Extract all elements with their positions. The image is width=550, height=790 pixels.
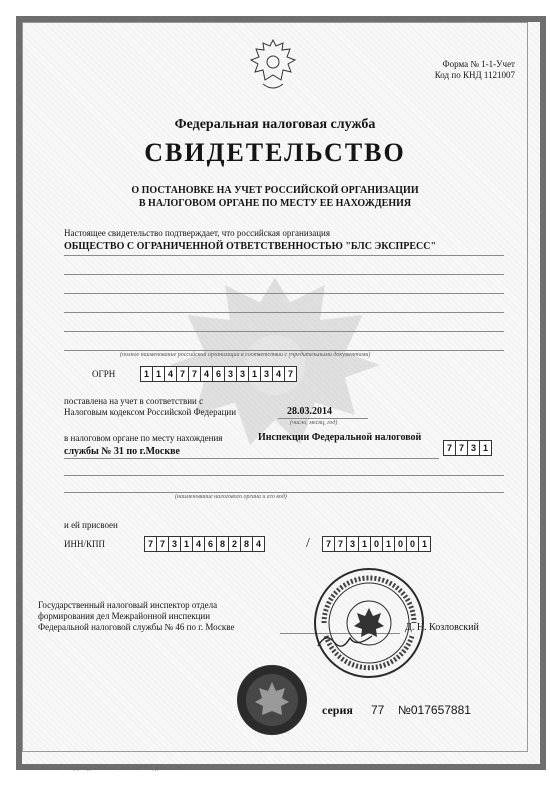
inspector-line-3: Федеральной налоговой службы № 46 по г. Москве <box>38 622 235 632</box>
inn-digit: 8 <box>241 537 253 551</box>
location-prefix: в налоговом органе по месту нахождения <box>64 433 223 443</box>
series-value: 77 <box>371 703 385 717</box>
subtitle-line-2: В НАЛОГОВОМ ОРГАНЕ ПО МЕСТУ ЕЕ НАХОЖДЕНИЯ <box>138 198 412 209</box>
ogrn-digit: 1 <box>249 367 261 381</box>
ogrn-digit: 4 <box>165 367 177 381</box>
kpp-digit: 0 <box>371 537 383 551</box>
ogrn-digit: 1 <box>153 367 165 381</box>
coat-of-arms-emblem <box>248 38 298 96</box>
official-stamp <box>312 566 426 680</box>
inn-digit: 6 <box>205 537 217 551</box>
date-caption: (число, месяц, год) <box>290 420 338 426</box>
ogrn-digit: 4 <box>201 367 213 381</box>
inn-digit: 1 <box>181 537 193 551</box>
office-digit: 7 <box>456 441 468 455</box>
inn-digit: 3 <box>169 537 181 551</box>
inn-kpp-label: ИНН/КПП <box>64 539 106 549</box>
office-digit: 1 <box>482 443 488 453</box>
intro-text: Настоящее свидетельство подтверждает, что российская организация <box>64 228 330 238</box>
ogrn-digit: 1 <box>141 367 153 381</box>
org-line-3 <box>64 293 504 294</box>
form-label: Форма № 1-1-Учет <box>442 59 515 69</box>
inn-digit: 7 <box>145 537 157 551</box>
inspector-line-2: формирования дел Межрайонной инспекции <box>38 611 211 621</box>
office-digit: 3 <box>468 441 480 455</box>
knd-code-label: Код по КНД 1121007 <box>434 70 515 80</box>
signature-scribble <box>316 630 376 650</box>
kpp-digit: 7 <box>335 537 347 551</box>
serial-number: №017657881 <box>398 703 471 717</box>
office-line-3 <box>64 492 504 493</box>
kpp-digit: 0 <box>407 537 419 551</box>
assigned-text: и ей присвоен <box>64 520 118 530</box>
ogrn-digit: 4 <box>273 367 285 381</box>
coat-of-arms-watermark <box>150 240 400 490</box>
ogrn-digit: 3 <box>261 367 273 381</box>
org-line-2 <box>64 274 504 275</box>
registration-date: 28.03.2014 <box>287 406 332 417</box>
org-line-4 <box>64 312 504 313</box>
ogrn-label: ОГРН <box>92 369 116 379</box>
tax-office-line-1: Инспекции Федеральной налоговой <box>258 432 422 443</box>
ogrn-digit: 3 <box>237 367 249 381</box>
ogrn-digits <box>140 366 297 382</box>
ogrn-digit: 7 <box>177 367 189 381</box>
service-name: Федеральная налоговая служба <box>174 117 376 132</box>
kpp-digit: 7 <box>323 537 335 551</box>
inn-digit: 2 <box>229 537 241 551</box>
org-caption: (полное наименование российской организации в соответствии с учредительными документами) <box>120 352 371 358</box>
organization-name: ОБЩЕСТВО С ОГРАНИЧЕННОЙ ОТВЕТСТВЕННОСТЬЮ "БЛС ЭКСПРЕСС" <box>64 241 437 252</box>
inspector-line-1: Государственный налоговый инспектор отдела <box>38 600 218 610</box>
tax-office-code <box>443 440 492 456</box>
office-line-2 <box>64 475 504 476</box>
office-digit: 7 <box>444 441 456 455</box>
office-caption: (наименование налогового органа и его код) <box>175 494 287 500</box>
kpp-digit: 0 <box>395 537 407 551</box>
kpp-digit: 3 <box>347 537 359 551</box>
series-label: серия <box>322 703 353 717</box>
inn-kpp-slash: / <box>306 536 310 551</box>
inn-digit: 4 <box>193 537 205 551</box>
printer-info: ООО «Печатные мануфактуры Гознака», Москва, 2013, уровень «В» <box>24 766 184 772</box>
ogrn-digit: 7 <box>189 367 201 381</box>
org-line-6 <box>64 350 504 351</box>
ogrn-digit: 3 <box>225 367 237 381</box>
inn-digits <box>144 536 265 552</box>
ogrn-digit: 6 <box>213 367 225 381</box>
date-line <box>278 418 368 419</box>
office-line-1 <box>64 458 439 459</box>
inspector-name: Д. Н. Козловский <box>405 622 479 633</box>
kpp-digit: 1 <box>383 537 395 551</box>
document-title: СВИДЕТЕЛЬСТВО <box>144 138 406 167</box>
tax-office-line-2: службы № 31 по г.Москве <box>64 446 180 457</box>
kpp-digit: 1 <box>421 539 427 549</box>
org-line-5 <box>64 331 504 332</box>
hologram-seal <box>236 664 308 736</box>
registered-text-2: Налоговым кодексом Российской Федерации <box>64 407 237 417</box>
kpp-digits <box>322 536 431 552</box>
kpp-digit: 1 <box>359 537 371 551</box>
subtitle-line-1: О ПОСТАНОВКЕ НА УЧЕТ РОССИЙСКОЙ ОРГАНИЗАЦИИ <box>131 185 419 196</box>
inn-digit: 8 <box>217 537 229 551</box>
registered-text-1: поставлена на учет в соответствии с <box>64 396 204 406</box>
inn-digit: 7 <box>157 537 169 551</box>
org-line-1 <box>64 255 504 256</box>
inn-digit: 4 <box>255 539 261 549</box>
ogrn-digit: 7 <box>287 369 293 379</box>
